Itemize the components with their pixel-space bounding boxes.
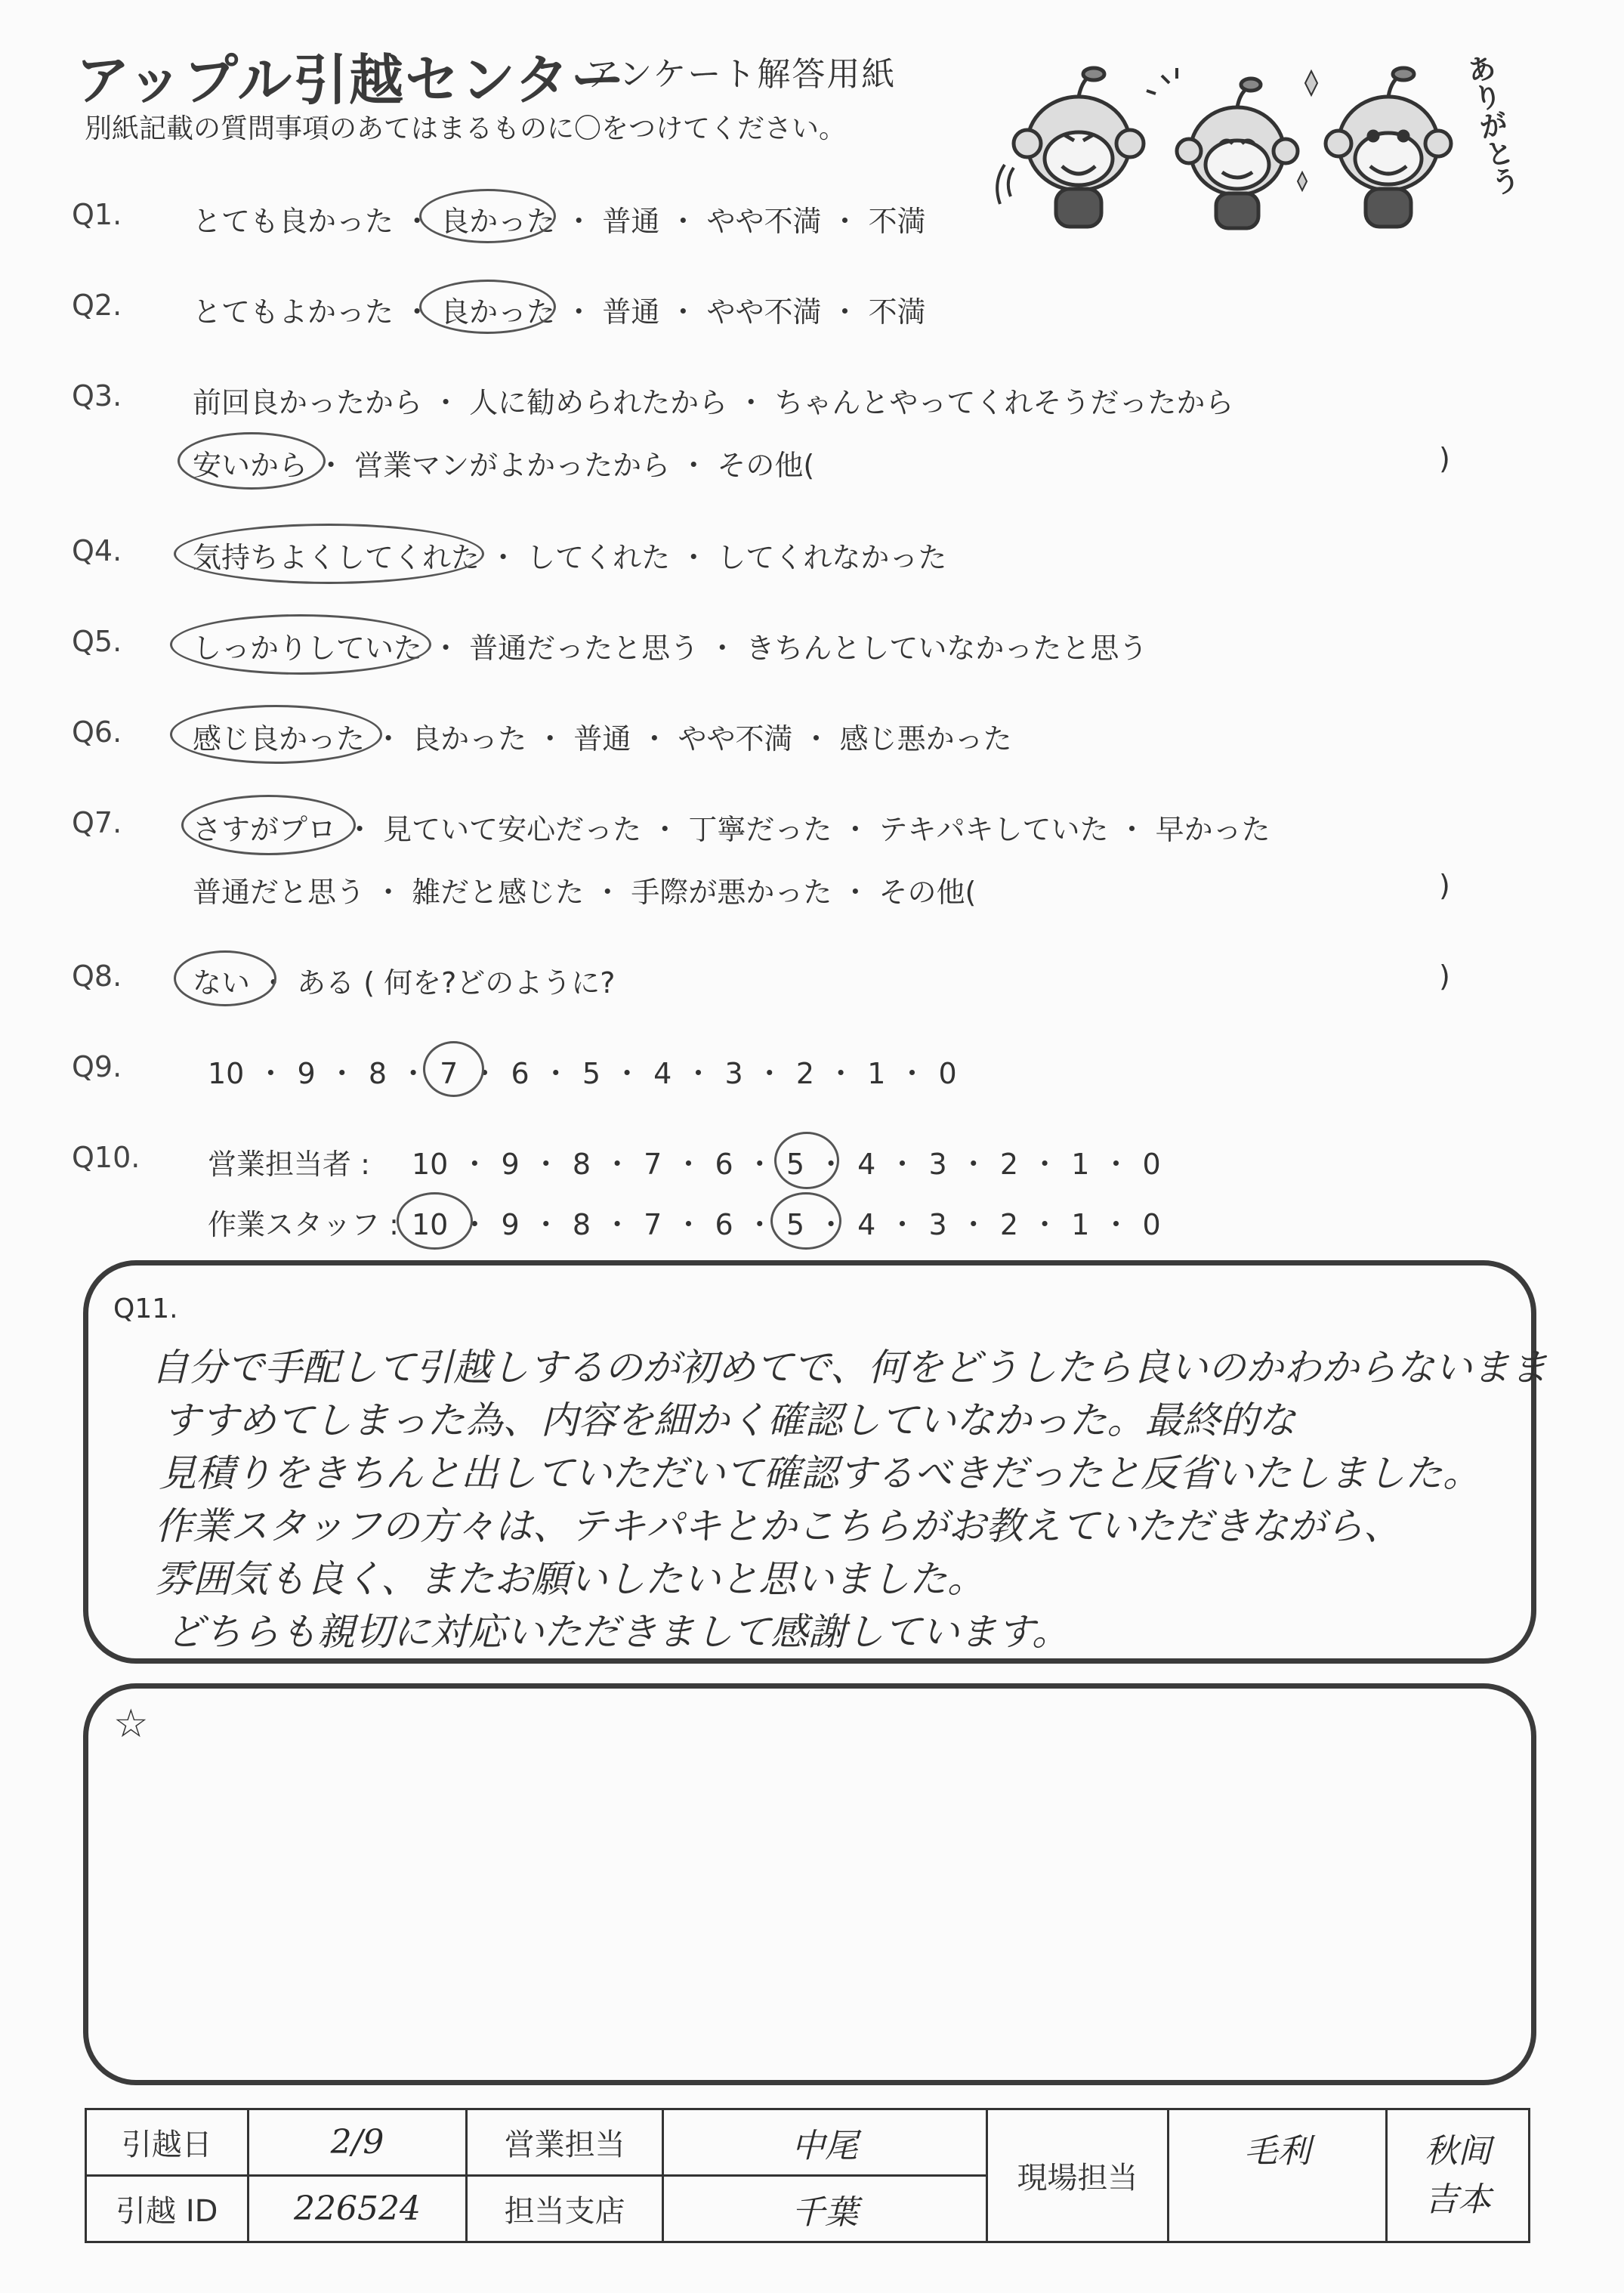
- q11-line-4: 作業スタッフの方々は、テキパキとかこちらがお教えていただきながら、: [155, 1504, 1401, 1548]
- q3-other-close: ): [1439, 442, 1450, 475]
- mascot-monkey-left-icon: [1014, 68, 1144, 227]
- q4-options[interactable]: 気持ちよくしてくれた ・ してくれた ・ してくれなかった: [193, 541, 947, 574]
- form-title: アップル引越センター: [76, 48, 627, 112]
- q10-staff-scale[interactable]: 10 ・ 9 ・ 8 ・ 7 ・ 6 ・ 5 ・ 4 ・ 3 ・ 2 ・ 1 ・ 0: [412, 1208, 1161, 1241]
- move-date-value: 2/9: [248, 2109, 467, 2176]
- mascot-monkey-middle-icon: [1177, 79, 1298, 228]
- q10-number: Q10.: [72, 1141, 140, 1174]
- q8-close: ): [1439, 960, 1450, 993]
- branch-value: 千葉: [662, 2176, 986, 2242]
- q10-staff-label: 作業スタッフ :: [208, 1208, 399, 1241]
- site-staff-value-2-3: [1387, 2109, 1530, 2242]
- q10-sales-scale[interactable]: 10 ・ 9 ・ 8 ・ 7 ・ 6 ・ 5 ・ 4 ・ 3 ・ 2 ・ 1 ・ 0: [412, 1148, 1161, 1181]
- q11-label: Q11.: [113, 1293, 178, 1324]
- q2-number: Q2.: [72, 289, 122, 322]
- q8-number: Q8.: [72, 960, 122, 993]
- q7-options-line1[interactable]: さすがプロ ・ 見ていて安心だった ・ 丁寧だった ・ テキパキしていた ・ 早かった: [193, 813, 1270, 846]
- q1-selection-circle: [419, 189, 556, 243]
- sales-rep-label: 営業担当: [467, 2109, 663, 2176]
- q1-options[interactable]: とても良かった ・ 良かった ・ 普通 ・ やや不満 ・ 不満: [193, 205, 926, 238]
- form-subtitle: アンケート解答用紙: [585, 55, 897, 94]
- q8-options[interactable]: ない ・ ある ( 何を?どのように?: [193, 966, 616, 1000]
- move-id-label: 引越 ID: [86, 2176, 249, 2242]
- mascot-monkey-right-icon: [1326, 68, 1451, 227]
- branch-label: 担当支店: [467, 2176, 663, 2242]
- q10-sales-label: 営業担当者 :: [208, 1148, 370, 1181]
- q2-options[interactable]: とてもよかった ・ 良かった ・ 普通 ・ やや不満 ・ 不満: [193, 295, 926, 329]
- q10-staff-selection-circle-10: [397, 1192, 473, 1250]
- q8-selection-circle: [174, 950, 276, 1006]
- q11-line-6: どちらも親切に対応いただきまして感謝しています。: [166, 1610, 1070, 1654]
- site-staff-value-1: 毛利: [1168, 2109, 1387, 2242]
- q3-options-line2[interactable]: 安いから ・ 営業マンがよかったから ・ その他(: [193, 449, 815, 482]
- mascot-thanks-text: ありがとう: [1459, 51, 1523, 199]
- q3-number: Q3.: [72, 379, 122, 413]
- mascot-illustration: [996, 45, 1479, 242]
- q6-selection-circle: [170, 705, 382, 764]
- q11-line-3: 見積りをきちんと出していただいて確認するべきだったと反省いたしました。: [159, 1451, 1480, 1495]
- footer-info-table: [85, 2108, 1530, 2243]
- q5-options[interactable]: しっかりしていた ・ 普通だったと思う ・ きちんとしていなかったと思う: [193, 632, 1148, 665]
- q6-number: Q6.: [72, 715, 122, 749]
- q5-selection-circle: [170, 614, 431, 675]
- q7-options-line2[interactable]: 普通だと思う ・ 雑だと感じた ・ 手際が悪かった ・ その他(: [193, 876, 977, 909]
- q10-staff-selection-circle-5: [770, 1192, 841, 1250]
- q9-selection-circle: [423, 1041, 484, 1097]
- q3-selection-circle: [178, 432, 326, 490]
- site-staff-value-2: 秋间: [1425, 2131, 1492, 2171]
- q7-selection-circle: [181, 795, 356, 855]
- sales-rep-value: 中尾: [662, 2109, 986, 2176]
- q7-other-close: ): [1439, 869, 1450, 902]
- q6-options[interactable]: 感じ良かった ・ 良かった ・ 普通 ・ やや不満 ・ 感じ悪かった: [193, 722, 1012, 756]
- q5-number: Q5.: [72, 625, 122, 658]
- q11-line-2: すすめてしまった為、内容を細かく確認していなかった。最終的な: [162, 1398, 1296, 1442]
- q4-selection-circle: [174, 524, 484, 584]
- q9-number: Q9.: [72, 1050, 122, 1083]
- q9-scale[interactable]: 10 ・ 9 ・ 8 ・ 7 ・ 6 ・ 5 ・ 4 ・ 3 ・ 2 ・ 1 ・ 0: [208, 1057, 957, 1090]
- site-staff-value-3: 吉本: [1425, 2180, 1492, 2219]
- q11-line-1: 自分で手配して引越しするのが初めてで、何をどうしたら良いのかわからないまま: [151, 1346, 1548, 1389]
- move-date-label: 引越日: [86, 2109, 249, 2176]
- form-instruction: 別紙記載の質問事項のあてはまるものに〇をつけてください。: [85, 113, 847, 144]
- star-icon: ☆: [113, 1701, 149, 1747]
- q1-number: Q1.: [72, 198, 122, 231]
- q7-number: Q7.: [72, 806, 122, 839]
- star-comment-box: [83, 1683, 1536, 2085]
- site-staff-label: 現場担当: [987, 2109, 1169, 2242]
- q10-sales-selection-circle: [774, 1132, 839, 1189]
- move-id-value: 226524: [248, 2176, 467, 2242]
- q2-selection-circle: [419, 280, 556, 334]
- q4-number: Q4.: [72, 534, 122, 567]
- q11-line-5: 雰囲気も良く、またお願いしたいと思いました。: [155, 1557, 985, 1601]
- q3-options-line1[interactable]: 前回良かったから ・ 人に勧められたから ・ ちゃんとやってくれそうだったから: [193, 386, 1234, 419]
